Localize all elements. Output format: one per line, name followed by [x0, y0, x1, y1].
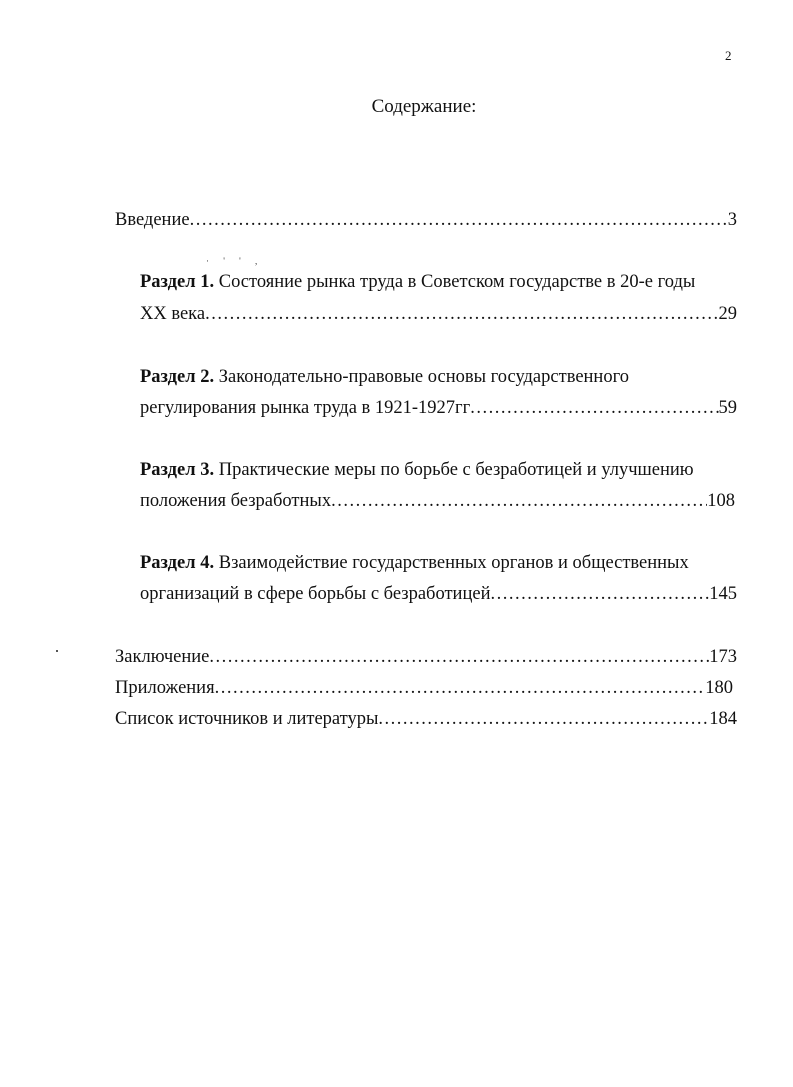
toc-entry-sources[interactable] — [115, 707, 737, 731]
section-number: Раздел 1. — [140, 272, 215, 292]
toc-entry-label: Приложения — [115, 678, 215, 698]
dot-leader — [490, 582, 709, 606]
scan-speck — [56, 650, 58, 652]
dot-leader — [209, 645, 709, 669]
toc-section-1-heading[interactable] — [140, 270, 695, 294]
section-number: Раздел 2. — [140, 367, 215, 387]
section-number: Раздел 3. — [140, 460, 215, 480]
dot-leader — [470, 396, 718, 420]
dot-leader — [331, 489, 707, 513]
toc-entry-page: 59 — [718, 398, 737, 418]
toc-entry-page: 180 — [705, 678, 733, 698]
scan-specks: · ' ' , — [206, 256, 264, 266]
section-title-cont: положения безработных — [140, 491, 332, 511]
section-title-cont: организаций в сфере борьбы с безработицей — [140, 584, 491, 604]
toc-entry-label: Заключение — [115, 647, 210, 667]
toc-section-2-heading[interactable] — [140, 365, 629, 389]
section-title: Состояние рынка труда в Советском государстве в 20-е годы — [218, 272, 696, 292]
page-number: 2 — [725, 48, 732, 63]
section-title: Практические меры по борьбе с безработицей и улучшению — [218, 460, 694, 480]
section-number: Раздел 4. — [140, 553, 215, 573]
dot-leader — [378, 707, 709, 731]
section-title: Взаимодействие государственных органов и общественных — [218, 553, 689, 573]
section-title-cont: регулирования рынка труда в 1921-1927гг — [140, 398, 471, 418]
toc-entry-page: 173 — [709, 647, 737, 667]
dot-leader — [215, 676, 706, 700]
toc-entry-page: 108 — [707, 491, 735, 511]
toc-entry-intro[interactable] — [115, 208, 737, 232]
dot-leader — [190, 208, 728, 232]
toc-section-2-continuation[interactable] — [140, 396, 737, 420]
toc-entry-page: 3 — [727, 210, 737, 230]
section-title: Законодательно-правовые основы государственного — [218, 367, 629, 387]
toc-section-4-heading[interactable] — [140, 551, 689, 575]
dot-leader — [205, 302, 718, 326]
toc-section-3-continuation[interactable] — [140, 489, 735, 513]
toc-entry-label: Введение — [115, 210, 190, 230]
toc-section-1-continuation[interactable] — [140, 302, 737, 326]
toc-entry-page: 145 — [709, 584, 737, 604]
toc-section-3-heading[interactable] — [140, 458, 694, 482]
section-title-cont: XX века — [140, 304, 206, 324]
toc-section-4-continuation[interactable] — [140, 582, 737, 606]
toc-entry-appendices[interactable] — [115, 676, 733, 700]
toc-entry-page: 184 — [709, 709, 737, 729]
toc-entry-page: 29 — [718, 304, 737, 324]
toc-entry-label: Список источников и литературы — [115, 709, 379, 729]
toc-entry-conclusion[interactable] — [115, 645, 737, 669]
page-title: Содержание: — [371, 96, 477, 117]
